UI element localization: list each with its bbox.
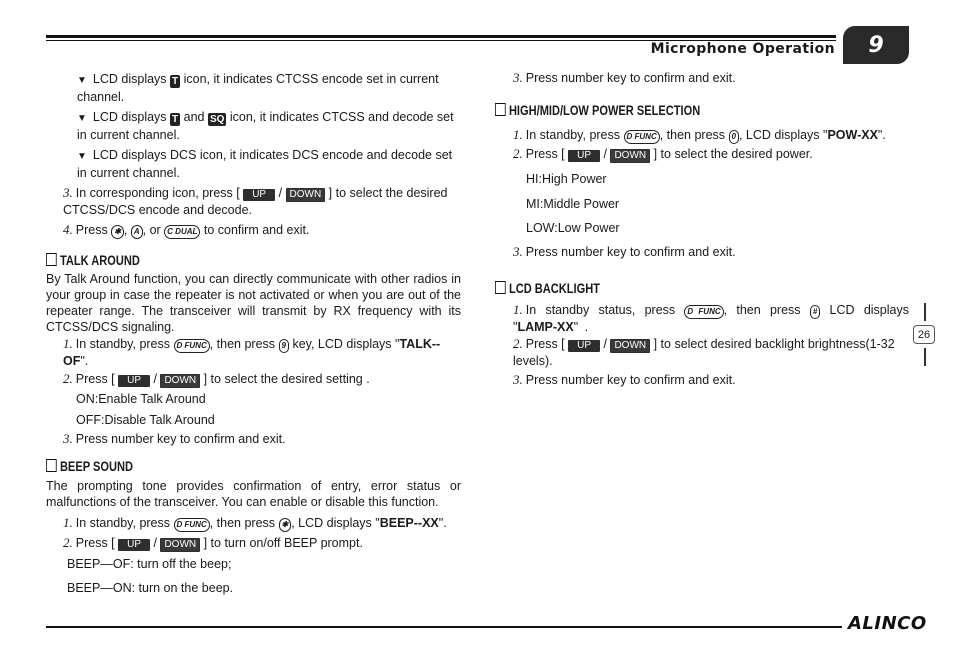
beep-option-on: BEEP—ON: turn on the beep. [67,581,234,595]
up-button: UP [118,375,150,387]
sq-icon: SQ [209,114,225,125]
down-button: DOWN [160,538,200,552]
triangle-bullet-icon: ▼ [77,113,87,124]
talk-around-heading: TALK AROUND [46,253,140,268]
d-func-key-icon: D FUNC [174,518,210,532]
side-bar-bottom [924,348,926,366]
backlight-step-1: 1. In standby status, press D FUNC , then press # LCD displays "LAMP-XX" . [513,302,909,334]
power-option-low: LOW:Low Power [526,221,620,235]
beep-step-2: 2. Press [ UP / DOWN ] to turn on/off BEEP prompt. [63,535,363,550]
checkbox-icon [46,253,57,266]
checkbox-icon [495,281,506,294]
backlight-step-2: 2. Press [ UP / DOWN ] to select desired backlight brightness(1-32 levels). [513,336,895,368]
c-dual-key-icon: C DUAL [164,225,200,239]
step-3-select-ctcss: 3. In corresponding icon, press [ UP / DOWN ] to select the desired CTCSS/DCS encode and decode. [63,185,448,217]
zero-key-icon: 0 [729,130,739,144]
alinco-logo: ALINCO [848,613,927,634]
right-step-3-top: 3. Press number key to confirm and exit. [513,70,736,85]
bullet-ctcss-encode: ▼ LCD displays T icon, it indicates CTCSS encode set in current channel. [77,72,439,104]
up-button: UP [118,539,150,551]
up-button: UP [243,189,275,201]
talk-around-description: By Talk Around function, you can directly communicate with other radios in your group in case the repeater is not activated or when you are out of the repeater range. The transceiver will transmit by RX frequency with its CTCSS/DCS signaling. [46,272,461,334]
bullet-ctcss-decode: ▼ LCD displays T and SQ icon, it indicates CTCSS and decode set in current channel. [77,110,454,142]
t-icon: T [172,76,179,87]
power-step-3: 3. Press number key to confirm and exit. [513,244,736,259]
section-title: Microphone Operation [650,41,835,57]
power-option-mi: MI:Middle Power [526,197,620,211]
talk-option-on: ON:Enable Talk Around [76,392,206,406]
t-icon: T [172,114,179,125]
talk-step-3: 3. Press number key to confirm and exit. [63,431,286,446]
down-button: DOWN [610,339,650,353]
talk-step-2: 2. Press [ UP / DOWN ] to select the desired setting . [63,371,370,386]
power-step-2: 2. Press [ UP / DOWN ] to select the desired power. [513,146,813,161]
power-step-1: 1. In standby, press D FUNC , then press 0 , LCD displays "POW-XX". [513,127,886,142]
star-key-icon: ✱ [111,225,124,239]
d-func-key-icon: D FUNC [624,130,660,144]
down-button: DOWN [286,188,326,202]
power-selection-heading: HIGH/MID/LOW POWER SELECTION [495,103,700,118]
nine-key-icon: 9 [279,339,289,353]
triangle-bullet-icon: ▼ [77,75,87,86]
up-button: UP [568,150,600,162]
talk-step-1: 1. In standby, press D FUNC , then press 9 key, LCD displays "TALK--OF". [63,336,441,368]
checkbox-icon [495,103,506,116]
backlight-step-3: 3. Press number key to confirm and exit. [513,372,736,387]
triangle-bullet-icon: ▼ [77,151,87,162]
step-4-confirm: 4. Press ✱ , A , or C DUAL to confirm and exit. [63,222,310,237]
d-func-key-icon: D FUNC [684,305,723,319]
side-bar-top [924,303,926,321]
hash-key-icon: # [810,305,820,319]
lcd-backlight-heading: LCD BACKLIGHT [495,281,600,296]
star-key-icon: ✱ [279,518,292,532]
bullet-dcs: ▼ LCD displays DCS icon, it indicates DCS encode and decode set in current channel. [77,148,453,180]
talk-option-off: OFF:Disable Talk Around [76,413,215,427]
beep-option-of: BEEP—OF: turn off the beep; [67,557,232,571]
a-key-icon: A [131,225,143,239]
up-button: UP [568,340,600,352]
beep-step-1: 1. In standby, press D FUNC , then press ✱ , LCD displays "BEEP--XX". [63,515,447,530]
footer-rule [46,626,842,628]
chapter-tab: 9 [843,26,909,64]
beep-description: The prompting tone provides confirmation of entry, error status or malfunctions of the transceiver. You can enable or disable this function. [46,479,461,509]
checkbox-icon [46,459,57,472]
down-button: DOWN [160,374,200,388]
page-number: 26 [913,325,935,344]
header-rule-thick [46,35,836,38]
d-func-key-icon: D FUNC [174,339,210,353]
power-option-hi: HI:High Power [526,172,607,186]
down-button: DOWN [610,149,650,163]
beep-sound-heading: BEEP SOUND [46,459,133,474]
